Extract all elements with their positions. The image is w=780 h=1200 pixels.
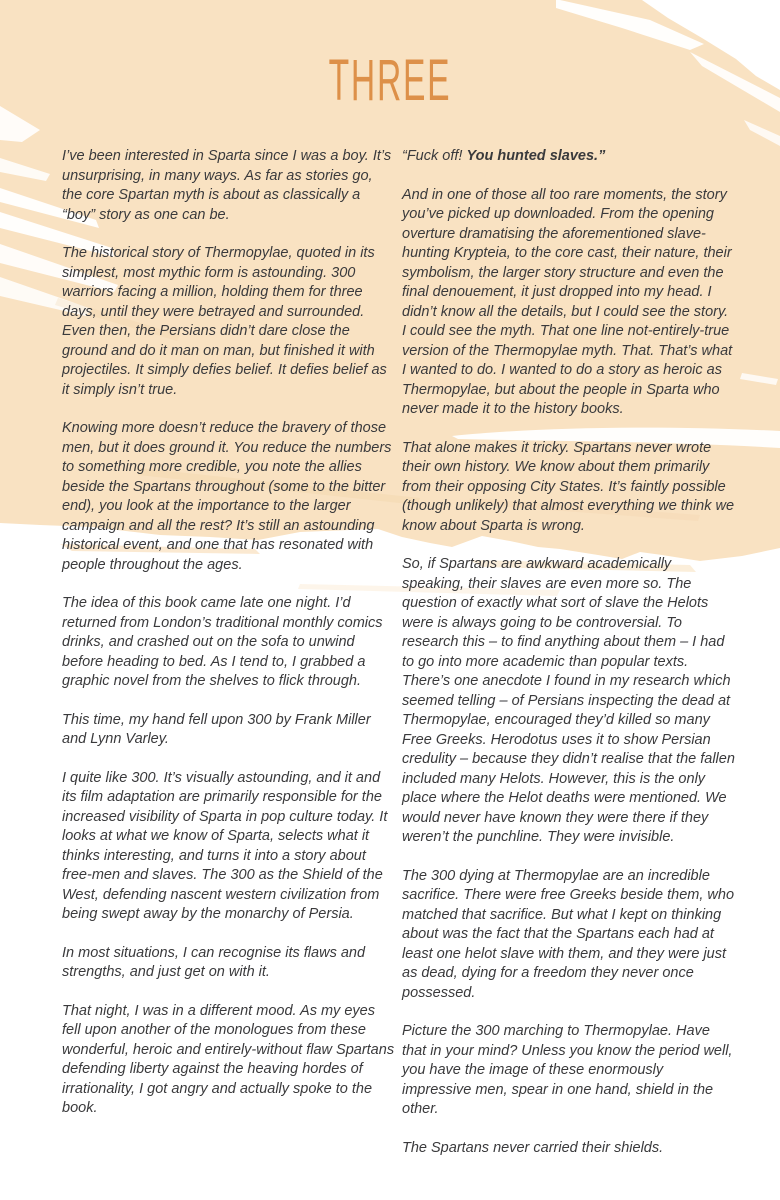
paragraph: The Spartans never carried their shields.: [402, 1139, 664, 1156]
paragraph: In most situations, I can recognise its flaws and strengths, and just get on with it.: [62, 944, 366, 980]
quote-prefix: “Fuck off!: [402, 148, 467, 164]
paragraph: So, if Spartans are awkward academically speaking, their slaves are even more so. The question of exactly what sort of slave the Helots were is always going to be controversial. To research this – to find anything about them – I had to go into more academic than popular texts. There’s one anecdote I found in my research which seemed telling – of Persians inspecting the dead at Thermopylae, encouraged they’d killed so many Free Greeks. Herodotus uses it to show Persian credulity – because they didn’t realise that the fallen included many Helots. However, this is the only place where the Helot deaths were mentioned. We would never have known they were there if they weren’t the punchline. They were invisible.: [402, 556, 735, 845]
paragraph: The idea of this book came late one night. I’d returned from London’s traditional monthly comics drinks, and crashed out on the sofa to unwind before heading to bed. As I tend to, I grabbed a graphic novel from the shelves to flick through.: [62, 595, 383, 689]
paragraph: I quite like 300. It’s visually astounding, and it and its film adaptation are primarily responsible for the increased visibility of Sparta in pop culture today. It looks at what we know of Sparta, selects what it thinks interesting, and turns it into a story about free-men and slaves. The 300 as the Shield of the West, defending nascent western civilization from being swept away by the monarchy of Persia.: [62, 769, 388, 922]
paragraph: I’ve been interested in Sparta since I was a boy. It’s unsurprising, in many ways. As far as stories go, the core Spartan myth is about as classically a “boy” story as one can be.: [62, 148, 392, 223]
paragraph: And in one of those all too rare moments, the story you’ve picked up downloaded. From the opening overture dramatising the aforementioned slave-hunting Krypteia, to the core cast, their nature, their symbolism, the larger story structure and even the final denouement, it just dropped into my head. I didn’t know all the details, but I could see the story. I could see the myth. That one line not-entirely-true version of the Thermopylae myth. That. That’s what I wanted to do. I wanted to do a story as heroic as Thermopylae, but about the people in Sparta who never made it to the history books.: [402, 186, 733, 417]
chapter-title: THREE: [328, 48, 452, 113]
quote-paragraph: [402, 147, 736, 167]
paragraph: Picture the 300 marching to Thermopylae. Have that in your mind? Unless you know the period well, you have the image of these enormously impressive men, spear in one hand, shield in the other.: [402, 1023, 733, 1117]
paragraph: Knowing more doesn’t reduce the bravery of those men, but it does ground it. You reduce the numbers to something more credible, you note the allies beside the Spartans throughout (some to the bitter end), you look at the importance to the larger campaign and all the rest? It’s still an astounding historical event, and one that has resonated with people throughout the ages.: [62, 420, 392, 573]
paragraph: The historical story of Thermopylae, quoted in its simplest, most mythic form is astounding. 300 warriors facing a million, holding them for three days, until they were betrayed and surrounded. Even then, the Persians didn’t dare close the ground and do it man on man, but finished it with projectiles. It simply defies belief. It defies belief as it simply isn’t true.: [62, 245, 387, 398]
paragraph: That night, I was in a different mood. As my eyes fell upon another of the monologues from these wonderful, heroic and entirely-without flaw Spartans defending liberty against the heaving hordes of irrationality, I got angry and actually spoke to the book.: [62, 1002, 395, 1116]
paragraph: The 300 dying at Thermopylae are an incredible sacrifice. There were free Greeks beside them, who matched that sacrifice. But what I kept on thinking about was the fact that the Spartans each had at least one helot slave with them, and they were just as dead, dying for a freedom they never once possessed.: [402, 867, 735, 1001]
paragraph: This time, my hand fell upon 300 by Frank Miller and Lynn Varley.: [62, 711, 371, 747]
quote-bold: You hunted slaves.”: [466, 148, 606, 164]
paragraph: That alone makes it tricky. Spartans never wrote their own history. We know about them primarily from their opposing City States. It’s faintly possible (though unlikely) that almost everything we think we know about Sparta is wrong.: [402, 439, 735, 534]
left-column: [62, 147, 396, 1119]
right-column: [402, 147, 736, 1158]
